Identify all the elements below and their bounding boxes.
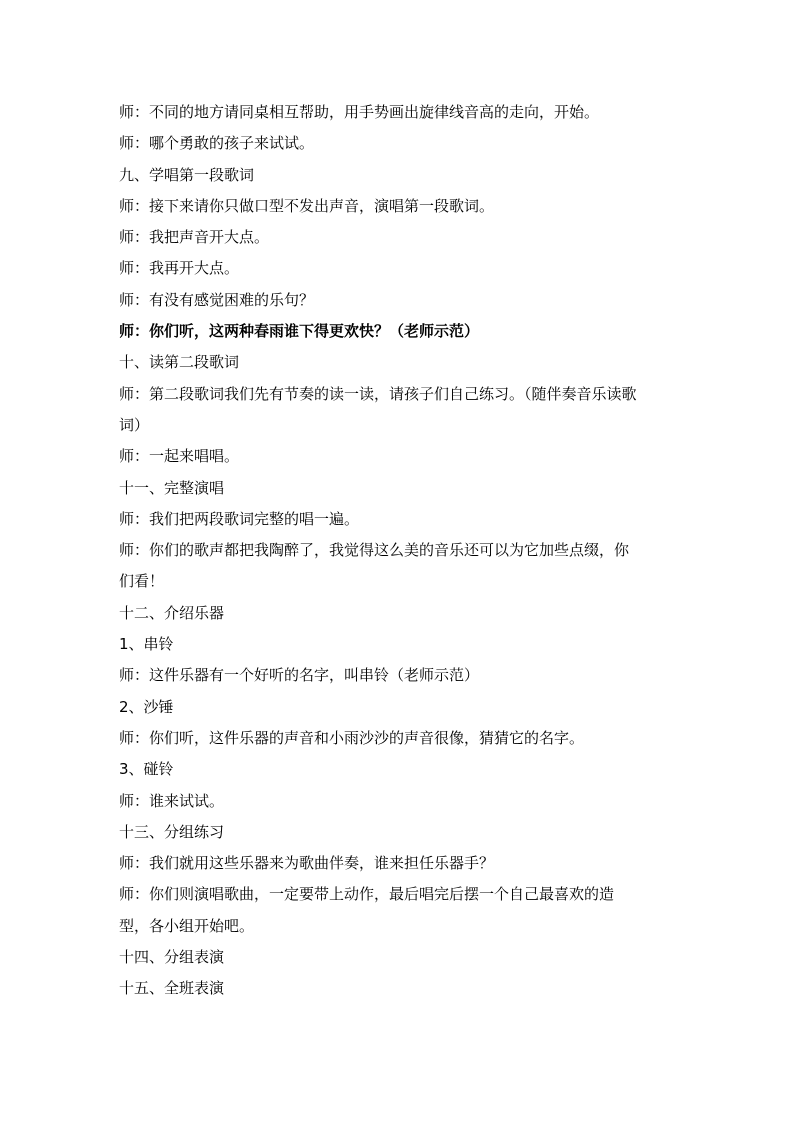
text-line: 词）	[119, 415, 150, 434]
text-line: 师：你们听，这件乐器的声音和小雨沙沙的声音很像，猜猜它的名字。	[119, 728, 585, 747]
text-line: 师：谁来试试。	[119, 791, 225, 810]
text-line: 师：你们则演唱歌曲，一定要带上动作，最后唱完后摆一个自己最喜欢的造	[119, 885, 615, 904]
bold-text-line: 师：你们听，这两种春雨谁下得更欢快？（老师示范）	[119, 322, 480, 341]
text-line: 师：不同的地方请同桌相互帮助，用手势画出旋律线音高的走向，开始。	[119, 103, 600, 121]
text-line: 师：哪个勇敢的孩子来试试。	[119, 134, 315, 153]
text-line: 师：我们把两段歌词完整的唱一遍。	[119, 509, 360, 528]
section-heading: 十五、全班表演	[119, 979, 225, 998]
list-item-heading: 3、碰铃	[119, 760, 174, 779]
document-body	[119, 97, 679, 1005]
text-line: 师：第二段歌词我们先有节奏的读一读，请孩子们自己练习。（随伴奏音乐读歌	[119, 384, 637, 403]
text-line: 师：接下来请你只做口型不发出声音，演唱第一段歌词。	[119, 196, 495, 215]
section-heading: 十二、介绍乐器	[119, 603, 225, 622]
text-line: 师：一起来唱唱。	[119, 447, 240, 466]
text-line: 师：有没有感觉困难的乐句？	[119, 290, 315, 309]
text-line: 师：我们就用这些乐器来为歌曲伴奏，谁来担任乐器手？	[119, 854, 495, 873]
list-item-heading: 1、串铃	[119, 635, 174, 654]
section-heading: 十、读第二段歌词	[119, 353, 240, 372]
list-item-heading: 2、沙锤	[119, 697, 174, 716]
text-line: 师：你们的歌声都把我陶醉了，我觉得这么美的音乐还可以为它加些点缀，你	[119, 541, 630, 560]
section-heading: 十四、分组表演	[119, 948, 225, 967]
section-heading: 十三、分组练习	[119, 822, 225, 841]
section-heading: 十一、完整演唱	[119, 478, 225, 497]
text-line: 师：这件乐器有一个好听的名字，叫串铃（老师示范）	[119, 666, 480, 685]
text-line: 师：我再开大点。	[119, 259, 240, 278]
text-line: 师：我把声音开大点。	[119, 228, 270, 247]
text-line: 型，各小组开始吧。	[119, 916, 255, 935]
section-heading: 九、学唱第一段歌词	[119, 165, 255, 184]
text-line: 们看！	[119, 572, 165, 591]
